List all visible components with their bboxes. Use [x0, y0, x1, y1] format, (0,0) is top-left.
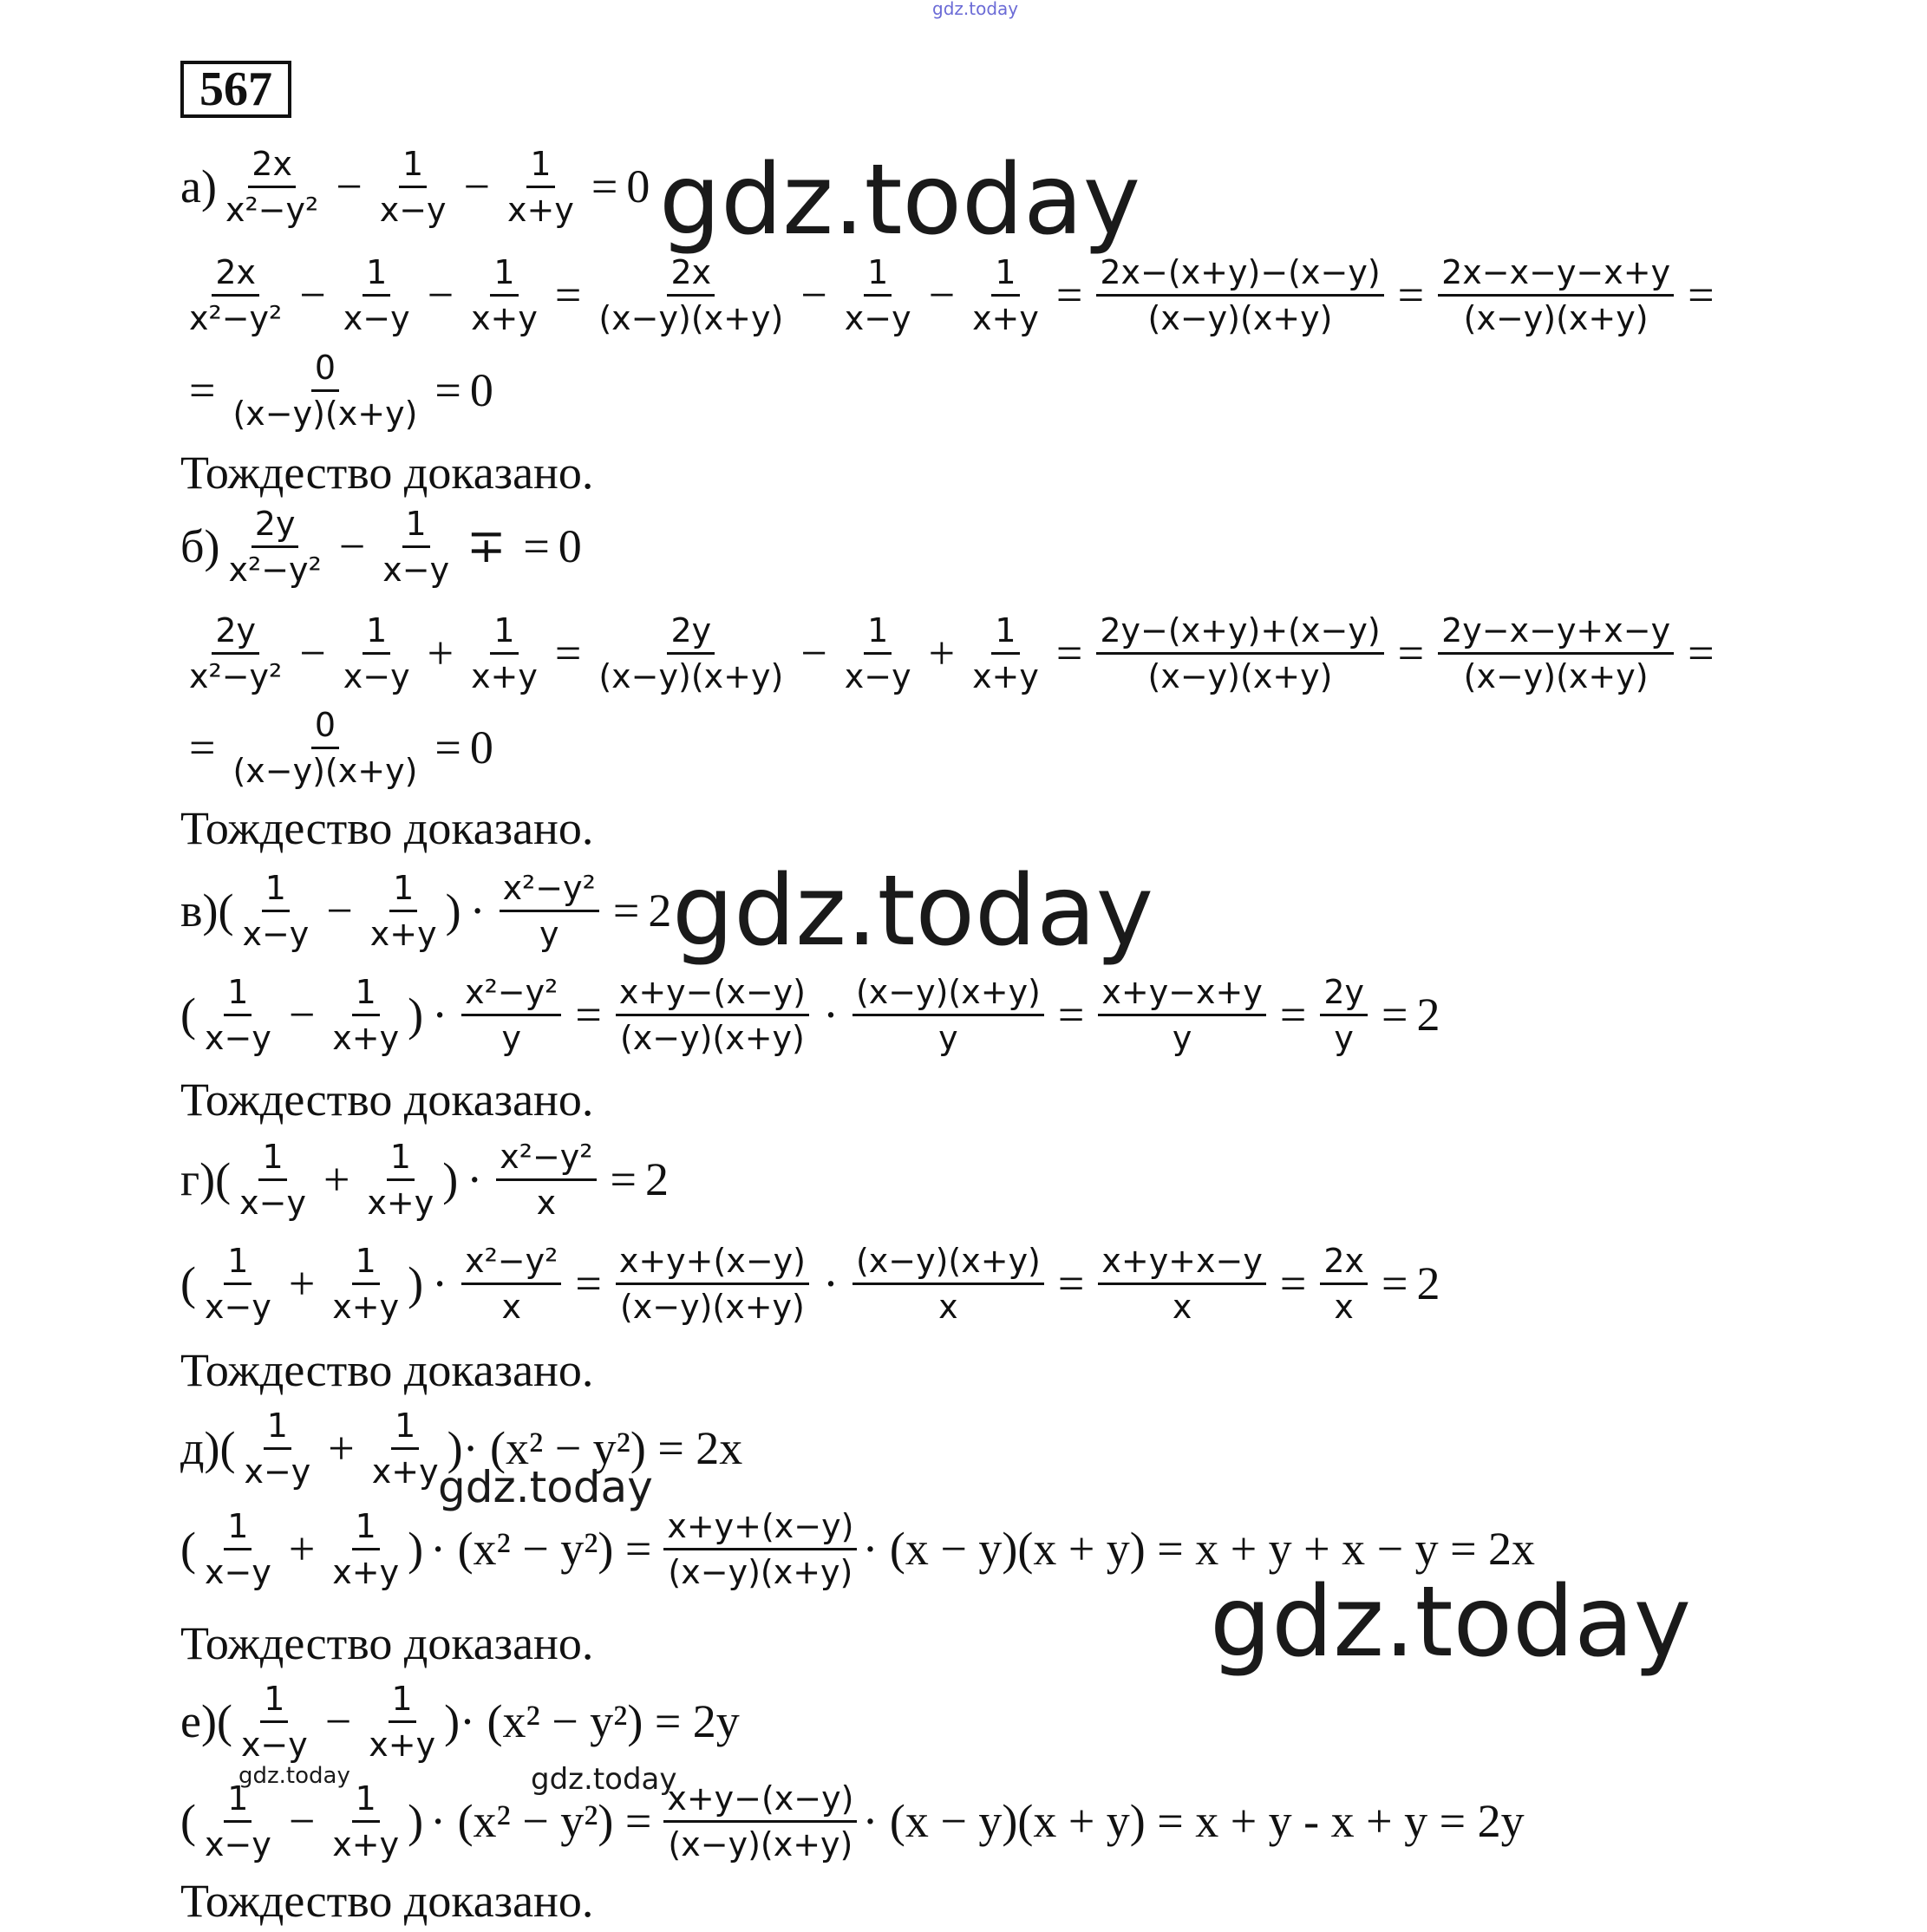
fraction	[461, 1239, 561, 1328]
paren: (	[180, 1257, 196, 1309]
denominator: (x−y)(x+y)	[1147, 298, 1333, 337]
fraction	[616, 1239, 809, 1328]
part-b-proof-line-2	[180, 695, 493, 800]
denominator: x−y	[239, 1183, 306, 1222]
part-v-proof-line-1	[180, 963, 1440, 1067]
operator: =	[1279, 1257, 1307, 1309]
numerator: 1	[224, 1504, 251, 1550]
result: 0	[558, 520, 582, 572]
operator: =	[1397, 627, 1425, 679]
expression: · (x² − y²) =	[430, 1523, 652, 1575]
paren: )	[408, 1795, 424, 1847]
part-g-proof-line-1	[180, 1231, 1440, 1335]
fraction	[369, 1404, 442, 1493]
fraction	[376, 142, 450, 232]
operator: =	[189, 364, 216, 416]
denominator: x	[1172, 1287, 1192, 1326]
fraction	[222, 142, 322, 232]
paren: )	[408, 1523, 424, 1575]
numerator: 1	[991, 251, 1019, 297]
numerator: 1	[864, 251, 892, 297]
denominator: x−y	[844, 656, 911, 695]
numerator: 2y	[251, 502, 299, 548]
part-label: г)	[180, 1153, 216, 1205]
paren: )	[447, 1422, 463, 1474]
denominator: x−y	[204, 1824, 271, 1863]
fraction	[595, 251, 787, 340]
operator: =	[1381, 1257, 1408, 1309]
operator: =	[1057, 989, 1085, 1041]
paren: )	[442, 1153, 459, 1205]
fraction	[1096, 609, 1383, 698]
operator: −	[299, 627, 326, 679]
conclusion-text: Тождество доказано.	[180, 1875, 594, 1927]
denominator: x+y	[367, 1183, 434, 1222]
operator: =	[554, 627, 582, 679]
denominator: y	[1172, 1018, 1192, 1057]
numerator: 1	[224, 1777, 251, 1823]
operator: +	[427, 627, 454, 679]
numerator: 1	[352, 1777, 380, 1823]
numerator: 2y	[1320, 970, 1368, 1016]
part-e-statement	[180, 1669, 740, 1773]
denominator: y	[1334, 1018, 1354, 1057]
numerator: (x−y)(x+y)	[852, 970, 1044, 1016]
operator: ·	[432, 989, 448, 1041]
operator: =	[1055, 627, 1083, 679]
fraction	[1438, 251, 1674, 340]
fraction	[201, 1239, 275, 1328]
fraction	[363, 1135, 437, 1224]
denominator: x+y	[332, 1824, 400, 1863]
expression: · (x − y)(x + y) = x + y + x − y = 2x	[862, 1523, 1536, 1575]
numerator: 2x−(x+y)−(x−y)	[1096, 251, 1383, 297]
denominator: x−y	[204, 1287, 271, 1326]
result: 2	[644, 1153, 669, 1205]
operator: ·	[469, 884, 486, 937]
numerator: x²−y²	[496, 1135, 596, 1181]
fraction	[841, 251, 915, 340]
denominator: x+y	[369, 1725, 436, 1764]
expression: · (x² − y²) = 2y	[460, 1695, 740, 1747]
part-g-statement	[180, 1127, 669, 1231]
fraction	[1320, 970, 1368, 1060]
paren: (	[215, 1153, 232, 1205]
denominator: x−y	[343, 656, 410, 695]
numerator: 1	[387, 1135, 415, 1181]
numerator: (x−y)(x+y)	[852, 1239, 1044, 1285]
watermark: gdz.today	[238, 1763, 350, 1789]
fraction	[1438, 609, 1674, 698]
operator: =	[1055, 269, 1083, 321]
denominator: x−y	[204, 1018, 271, 1057]
operator: =	[554, 269, 582, 321]
operator: ·	[822, 1257, 839, 1309]
denominator: x−y	[240, 1725, 308, 1764]
numerator: 1	[352, 970, 380, 1016]
fraction	[225, 502, 324, 591]
denominator: (x−y)(x+y)	[232, 394, 418, 433]
watermark: gdz.today	[1210, 1566, 1692, 1679]
denominator: (x−y)(x+y)	[619, 1018, 805, 1057]
paren: )	[444, 1695, 461, 1747]
numerator: 2x	[667, 251, 715, 297]
numerator: x²−y²	[461, 970, 561, 1016]
fraction	[969, 251, 1042, 340]
denominator: (x−y)(x+y)	[598, 656, 784, 695]
result: 2	[1416, 989, 1440, 1041]
fraction	[1098, 1239, 1265, 1328]
operator: −	[800, 627, 827, 679]
numerator: x+y+(x−y)	[616, 1239, 809, 1285]
fraction	[340, 251, 414, 340]
fraction	[329, 1504, 402, 1594]
denominator: x−y	[382, 550, 450, 589]
paren: (	[216, 1695, 232, 1747]
part-a-proof-line-1	[180, 243, 1723, 347]
fraction	[496, 1135, 596, 1224]
denominator: (x−y)(x+y)	[232, 751, 418, 790]
numerator: 0	[311, 703, 339, 749]
operator: =	[575, 989, 602, 1041]
fraction	[329, 1777, 402, 1866]
denominator: x+y	[471, 298, 538, 337]
numerator: x+y−(x−y)	[616, 970, 809, 1016]
numerator: 0	[311, 346, 339, 392]
numerator: 2y	[667, 609, 715, 655]
watermark: gdz.today	[438, 1462, 653, 1512]
fraction	[1320, 1239, 1368, 1328]
part-label: е)	[180, 1695, 217, 1747]
denominator: x+y	[972, 298, 1039, 337]
numerator: 2x−x−y−x+y	[1438, 251, 1674, 297]
operator: ∓	[467, 520, 506, 572]
denominator: (x−y)(x+y)	[598, 298, 784, 337]
operator: +	[288, 1523, 316, 1575]
part-label: д)	[180, 1422, 220, 1474]
operator: ·	[467, 1153, 483, 1205]
denominator: x−y	[244, 1452, 311, 1491]
numerator: x+y+(x−y)	[663, 1504, 857, 1550]
fraction	[1096, 251, 1383, 340]
operator: =	[434, 364, 461, 416]
numerator: 1	[490, 251, 518, 297]
denominator: x	[501, 1287, 521, 1326]
numerator: x²−y²	[461, 1239, 561, 1285]
denominator: x−y	[343, 298, 410, 337]
numerator: 1	[389, 866, 417, 912]
operator: −	[326, 884, 353, 937]
denominator: x+y	[972, 656, 1039, 695]
result: 0	[469, 721, 493, 773]
fraction	[201, 1777, 275, 1866]
operator: =	[189, 721, 216, 773]
fraction	[238, 1677, 311, 1766]
part-e-proof-line-1	[180, 1769, 1525, 1873]
operator: =	[1057, 1257, 1085, 1309]
denominator: x	[536, 1183, 557, 1222]
denominator: x−y	[204, 1552, 271, 1591]
numerator: 1	[262, 866, 290, 912]
result: 2	[1416, 1257, 1440, 1309]
fraction	[365, 1677, 439, 1766]
problem-number: 567	[180, 61, 291, 118]
numerator: 1	[352, 1504, 380, 1550]
numerator: 1	[258, 1135, 286, 1181]
operator: +	[328, 1422, 355, 1474]
fraction	[467, 609, 541, 698]
part-b-proof-line-1	[180, 601, 1723, 705]
denominator: x−y	[379, 190, 447, 229]
paren: (	[180, 1795, 196, 1847]
fraction	[201, 1504, 275, 1594]
operator: =	[610, 1153, 637, 1205]
operator: =	[1688, 269, 1715, 321]
denominator: x+y	[471, 656, 538, 695]
numerator: 1	[264, 1404, 291, 1450]
denominator: x+y	[369, 914, 437, 953]
denominator: x+y	[371, 1452, 439, 1491]
watermark: gdz.today	[659, 144, 1141, 257]
denominator: y	[539, 914, 559, 953]
fraction	[186, 609, 285, 698]
numerator: 1	[391, 1404, 419, 1450]
numerator: 1	[399, 142, 427, 188]
operator: −	[338, 520, 366, 572]
fraction	[663, 1777, 857, 1866]
denominator: (x−y)(x+y)	[619, 1287, 805, 1326]
fraction	[841, 609, 915, 698]
numerator: 1	[224, 970, 251, 1016]
fraction	[379, 502, 453, 591]
watermark: gdz.today	[672, 855, 1154, 968]
denominator: x+y	[332, 1287, 400, 1326]
operator: −	[928, 269, 956, 321]
denominator: (x−y)(x+y)	[1463, 298, 1649, 337]
numerator: 1	[363, 609, 390, 655]
operator: =	[1397, 269, 1425, 321]
operator: −	[324, 1695, 352, 1747]
denominator: x²−y²	[189, 656, 283, 695]
numerator: x+y+x−y	[1098, 1239, 1265, 1285]
fraction	[969, 609, 1042, 698]
numerator: 2y−x−y+x−y	[1438, 609, 1674, 655]
result: 2	[648, 884, 672, 937]
numerator: 2x	[212, 251, 259, 297]
numerator: 1	[402, 502, 430, 548]
operator: =	[575, 1257, 602, 1309]
numerator: 1	[260, 1677, 288, 1723]
conclusion-text: Тождество доказано.	[180, 1344, 594, 1396]
fraction	[663, 1504, 857, 1594]
numerator: 1	[490, 609, 518, 655]
operator: ·	[432, 1257, 448, 1309]
operator: =	[1279, 989, 1307, 1041]
result: 0	[469, 364, 493, 416]
denominator: x²−y²	[228, 550, 322, 589]
denominator: x²−y²	[189, 298, 283, 337]
numerator: 1	[352, 1239, 380, 1285]
operator: −	[299, 269, 326, 321]
part-b-statement	[180, 494, 582, 598]
denominator: x+y	[332, 1552, 400, 1591]
numerator: 2y−(x+y)+(x−y)	[1096, 609, 1383, 655]
fraction	[329, 1239, 402, 1328]
fraction	[616, 970, 809, 1060]
denominator: (x−y)(x+y)	[668, 1552, 853, 1591]
watermark-top: gdz.today	[932, 0, 1019, 19]
expression: · (x² − y²) = 2x	[462, 1422, 743, 1474]
operator: −	[427, 269, 454, 321]
operator: +	[928, 627, 956, 679]
paren: (	[180, 1523, 196, 1575]
operator: −	[463, 160, 491, 212]
fraction	[240, 1404, 314, 1493]
paren: (	[180, 989, 196, 1041]
numerator: 1	[526, 142, 554, 188]
numerator: x+y−(x−y)	[663, 1777, 857, 1823]
operator: =	[434, 721, 461, 773]
fraction	[1098, 970, 1265, 1060]
fraction	[595, 609, 787, 698]
fraction	[236, 1135, 310, 1224]
denominator: y	[938, 1018, 958, 1057]
numerator: 1	[991, 609, 1019, 655]
numerator: 2x	[248, 142, 296, 188]
fraction	[852, 970, 1044, 1060]
paren: )	[445, 884, 461, 937]
operator: −	[288, 989, 316, 1041]
denominator: x+y	[507, 190, 574, 229]
numerator: 1	[363, 251, 390, 297]
operator: −	[336, 160, 363, 212]
fraction	[329, 970, 402, 1060]
denominator: (x−y)(x+y)	[668, 1824, 853, 1863]
fraction	[229, 703, 421, 793]
denominator: x−y	[242, 914, 310, 953]
denominator: x+y	[332, 1018, 400, 1057]
operator: =	[612, 884, 640, 937]
fraction	[852, 1239, 1044, 1328]
operator: +	[288, 1257, 316, 1309]
conclusion-text: Тождество доказано.	[180, 802, 594, 854]
numerator: 1	[389, 1677, 416, 1723]
result: 0	[626, 160, 650, 212]
fraction	[500, 866, 599, 956]
denominator: x	[938, 1287, 958, 1326]
part-label: а)	[180, 160, 217, 212]
conclusion-text: Тождество доказано.	[180, 1617, 594, 1669]
operator: −	[800, 269, 827, 321]
part-a-proof-line-2	[180, 338, 493, 442]
denominator: y	[501, 1018, 521, 1057]
conclusion-text: Тождество доказано.	[180, 447, 594, 499]
operator: =	[591, 160, 618, 212]
part-v-statement	[180, 858, 671, 963]
paren: (	[218, 884, 234, 937]
fraction	[367, 866, 441, 956]
conclusion-text: Тождество доказано.	[180, 1074, 594, 1126]
operator: +	[323, 1153, 350, 1205]
part-label: в)	[180, 884, 219, 937]
expression: · (x² − y²) =	[430, 1795, 652, 1847]
watermark: gdz.today	[531, 1762, 677, 1797]
operator: =	[1688, 627, 1715, 679]
denominator: x−y	[844, 298, 911, 337]
fraction	[461, 970, 561, 1060]
fraction	[467, 251, 541, 340]
fraction	[238, 866, 312, 956]
operator: =	[523, 520, 550, 572]
paren: )	[408, 989, 424, 1041]
numerator: x²−y²	[500, 866, 599, 912]
operator: −	[288, 1795, 316, 1847]
denominator: x	[1334, 1287, 1354, 1326]
part-label: б)	[180, 520, 220, 572]
fraction	[504, 142, 578, 232]
operator: ·	[822, 989, 839, 1041]
paren: (	[219, 1422, 236, 1474]
paren: )	[408, 1257, 424, 1309]
numerator: x+y−x+y	[1098, 970, 1265, 1016]
denominator: (x−y)(x+y)	[1147, 656, 1333, 695]
fraction	[229, 346, 421, 435]
expression: · (x − y)(x + y) = x + y - x + y = 2y	[862, 1795, 1525, 1847]
denominator: (x−y)(x+y)	[1463, 656, 1649, 695]
numerator: 1	[224, 1239, 251, 1285]
denominator: x²−y²	[225, 190, 319, 229]
numerator: 2y	[212, 609, 259, 655]
numerator: 2x	[1320, 1239, 1368, 1285]
fraction	[201, 970, 275, 1060]
operator: =	[1381, 989, 1408, 1041]
fraction	[340, 609, 414, 698]
fraction	[186, 251, 285, 340]
part-a-statement	[180, 134, 650, 238]
numerator: 1	[864, 609, 892, 655]
